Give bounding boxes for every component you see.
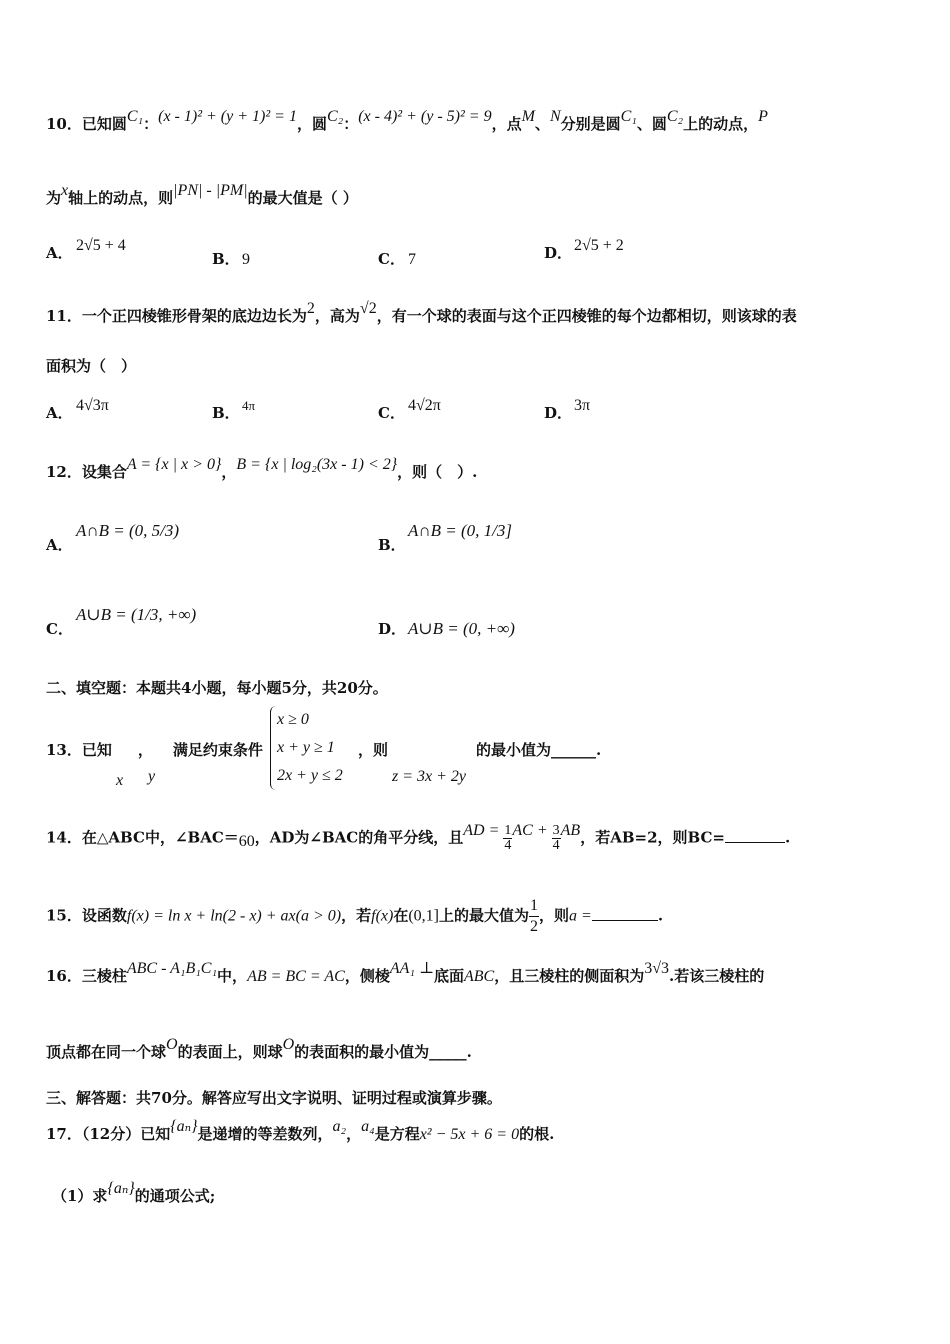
set-b: B = {x | log₂(3x - 1) < 2}	[236, 456, 398, 473]
q11-option-b[interactable]: B． 4π	[212, 398, 256, 422]
q12-option-c[interactable]: C．A∪B = (1/3, +∞)	[46, 605, 197, 638]
q15-stem: 15．设函数f(x) = ln x + ln(2 - x) + ax(a > 0)，若f(x)在(0,1]上的最大值为 $\frac{1}{2}$ ，则a = .	[46, 897, 664, 935]
q11-option-d[interactable]: D． 3π	[544, 397, 591, 422]
circle-c2-equation: (x - 4)² + (y - 5)² = 9	[358, 108, 492, 125]
section-2-heading: 二、填空题：本题共4小题，每小题5分，共20分。	[46, 679, 388, 697]
q10-line1: 10．已知圆C₁：(x - 1)² + (y + 1)² = 1，圆C₂：(x - 4)² + (y - 5)² = 9，点M、N分别是圆C₁、圆C₂上的动点，P	[46, 108, 768, 133]
q11-line1: 11．一个正四棱锥形骨架的底边边长为2，高为√2，有一个球的表面与这个正四棱锥的每个边都相切，则该球的表	[46, 300, 797, 325]
q12-option-d[interactable]: D． A∪B = (0, +∞)	[378, 619, 515, 638]
var-x: x	[116, 772, 124, 789]
set-a: A = {x | x > 0}	[126, 456, 222, 473]
q13-tail: ，则 的最小值为______.	[358, 741, 602, 759]
q11-line2: 面积为（ ）	[46, 357, 137, 375]
circle-c1: C₁	[126, 108, 144, 125]
constraint-system: x ≥ 0 x + y ≥ 1 2x + y ≤ 2	[270, 706, 343, 790]
circle-c1-equation: (x - 1)² + (y + 1)² = 1	[158, 108, 297, 125]
circle-c2: C₂	[326, 108, 344, 125]
q10-option-a[interactable]: A． 2√5 + 4	[46, 237, 126, 262]
q10-option-d[interactable]: D． 2√5 + 2	[544, 237, 624, 262]
section-3-heading: 三、解答题：共70分。解答应写出文字说明、证明过程或演算步骤。	[46, 1089, 502, 1107]
pn-pm-expression: |PN| - |PM|	[173, 182, 248, 199]
q12-option-a[interactable]: A．A∩B = (0, 5/3)	[46, 521, 180, 554]
q13-stem: 13．已知 ， 满足约束条件	[46, 741, 263, 759]
q11-option-a[interactable]: A． 4√3π	[46, 397, 109, 422]
q11-option-c[interactable]: C． 4√2π	[378, 397, 441, 422]
q15-answer-blank[interactable]	[592, 906, 658, 921]
q17-stem: 17．（12分）已知{aₙ}是递增的等差数列，a₂，a₄是方程x² − 5x + 6 = 0的根.	[46, 1118, 555, 1143]
q12-stem: 12．设集合A = {x | x > 0}，B = {x | log₂(3x - 1) < 2}，则（ ）.	[46, 456, 478, 481]
objective-function: z = 3x + 2y	[392, 768, 467, 785]
q16-line1: 16．三棱柱ABC - A₁B₁C₁中，AB = BC = AC，侧棱AA₁ ⊥底面ABC，且三棱柱的侧面积为3√3.若该三棱柱的	[46, 960, 765, 985]
quadratic-equation: x² − 5x + 6 = 0	[419, 1126, 520, 1143]
q12-option-b[interactable]: B．A∩B = (0, 1/3]	[378, 521, 513, 554]
var-y: y	[148, 768, 156, 785]
q10-option-c[interactable]: C． 7	[378, 250, 416, 268]
q14-stem: 14．在△ABC中，∠BAC＝60，AD为∠BAC的角平分线，且AD = $\frac{1}{4}$ AC + $\frac{3}{4}$ AB，若AB=2，则BC= .	[46, 821, 791, 853]
q17-part1: （1）求{aₙ}的通项公式;	[52, 1180, 216, 1205]
q10-line2: 为x轴上的动点，则|PN| - |PM|的最大值是（ ）	[46, 182, 358, 207]
q10-option-b[interactable]: B． 9	[212, 250, 250, 268]
q14-answer-blank[interactable]	[725, 828, 785, 843]
q16-line2: 顶点都在同一个球O的表面上，则球O的表面积的最小值为_____.	[46, 1036, 472, 1061]
